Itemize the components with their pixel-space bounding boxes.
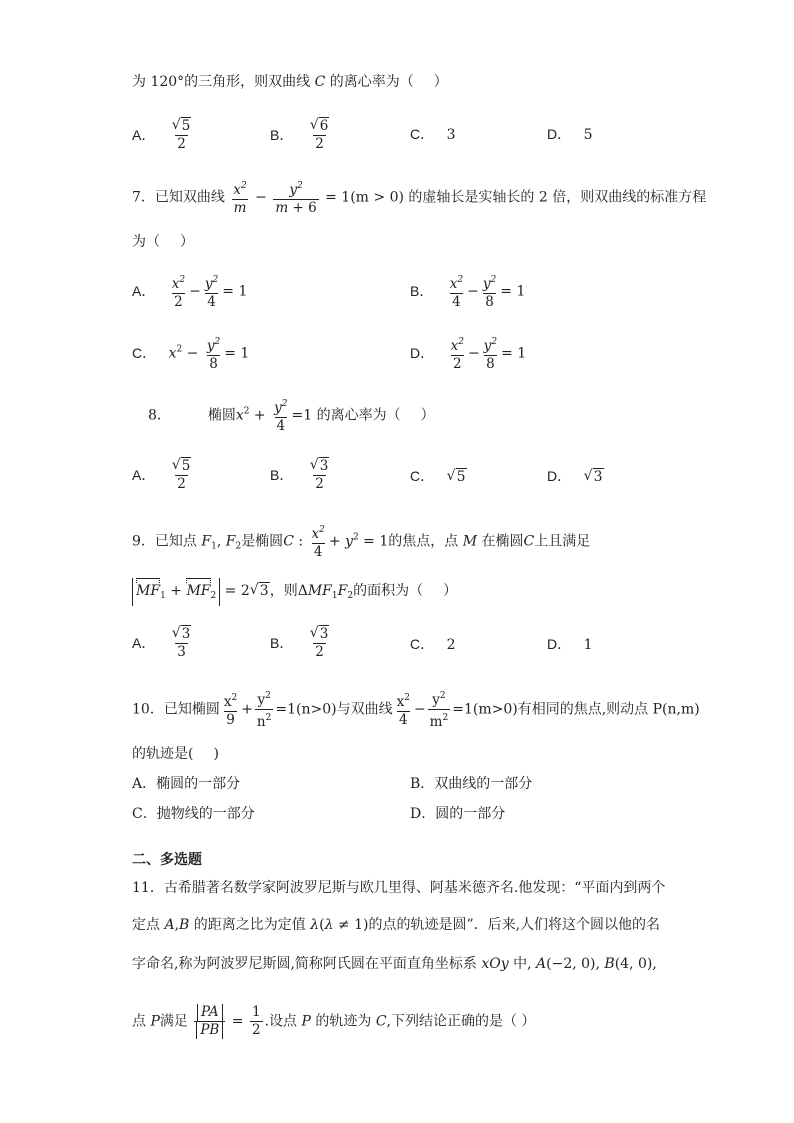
option-value: 3 (446, 127, 456, 143)
option-label: A． (132, 634, 156, 651)
option-label: A． (132, 282, 156, 299)
q10-text: =1(n>0)与双曲线 (275, 701, 393, 718)
fraction: $\frac{x^2}{9}$ (223, 693, 238, 728)
q6-option-d[interactable] (547, 124, 593, 145)
q6-text: 的离心率为（ (329, 74, 414, 90)
q11-text: .设点 (264, 1013, 298, 1030)
option-text: C．抛物线的一部分 (132, 806, 255, 822)
fraction: √ $\frac{3}{3}$ (170, 626, 194, 661)
q9-option-b[interactable] (270, 626, 333, 661)
q11-text: 的点的轨迹是圆”．后来,人们将这个圆以他的名 (368, 917, 661, 933)
vector-magnitude: $MF_1 + MF_2$ (132, 578, 220, 606)
fraction (308, 118, 332, 153)
q10-option-a[interactable] (132, 774, 240, 794)
option-label: B． (270, 466, 294, 483)
fraction: $\frac{x^2}{2}$ (171, 275, 186, 310)
section-title: 二、多选题 (132, 852, 202, 868)
q10-text: 的轨迹是( (132, 746, 194, 762)
q11-line2: 定点 A,B 的距离之比为定值 λ(λ ≠ 1)的点的轨迹是圆”．后来,人们将这个圆以他的名 (132, 917, 661, 933)
denominator: 2 (315, 136, 324, 152)
option-label: C． (410, 126, 435, 142)
radicand: 5 (181, 118, 191, 134)
q11-text: 定点 (132, 917, 160, 933)
q6-text: 为 120°的三角形，则双曲线 (132, 74, 311, 90)
option-text: D．圆的一部分 (410, 806, 506, 822)
question-number: 11． (132, 880, 164, 896)
q8-text: =1 的离心率为（ (291, 407, 401, 424)
q11-text: ,下列结论正确的是（ ） (386, 1013, 536, 1030)
q9-text: 的焦点，点 (388, 533, 459, 550)
fraction: $\frac{x^2}{m}$ (233, 181, 247, 216)
q9-text: ，则 (269, 583, 298, 599)
q7-text: 已知双曲线 (154, 189, 225, 206)
option-value: 1 (583, 637, 593, 653)
q11-text: 的轨迹为 (315, 1013, 372, 1030)
option-label: B． (270, 634, 294, 651)
fraction: √ $\frac{5}{2}$ (170, 458, 194, 493)
q10-option-c[interactable] (132, 804, 255, 824)
q11-text: 中, (513, 956, 532, 972)
q7-text: 为（ (132, 234, 160, 250)
q10-stem: 10．已知椭圆 $\frac{x^2}{9}$ + $\frac{y^2}{n^2}$ =1(n>0)与双曲线 $\frac{x^2}{4}$ − $\frac{y^2}{m^2}$ =1(m>0)有相同的焦点,则动点 P(n,m) (132, 688, 700, 731)
q10-stem-cont (132, 744, 219, 764)
fraction: $\frac{y^2}{m + 6}$ (275, 181, 317, 216)
fraction: $\frac{y^2}{m^2}$ (429, 691, 449, 730)
q9-text: 上且满足 (534, 533, 591, 550)
q10-text: 已知椭圆 (163, 701, 220, 718)
question-number: 10． (132, 701, 164, 718)
q7-option-d[interactable]: D． $\frac{x^2}{2}$ − $\frac{y^2}{8}$ = 1 (410, 334, 526, 373)
q8-text: 椭圆 (207, 407, 236, 424)
q8-option-c[interactable]: C． √ 5 (410, 466, 467, 487)
q7-text: ） (180, 234, 194, 250)
fraction: $\frac{1}{2}$ (251, 1004, 261, 1038)
q8-text: ） (420, 407, 435, 424)
q9-option-a[interactable] (132, 626, 195, 661)
q9-text: 在椭圆 (481, 533, 524, 550)
q6-option-c[interactable] (410, 124, 456, 145)
question-number: 9． (132, 533, 155, 550)
q9-stem: 9．已知点 $F_1$, $F_2$是椭圆C : $\frac{x^2}{4}$ + $y^2 = 1$的焦点，点 M 在椭圆C上且满足 (132, 522, 590, 561)
var-c: C (314, 74, 326, 90)
option-label: B． (410, 282, 434, 299)
q7-option-c[interactable]: C． $x^2$ − $\frac{y^2}{8}$ = 1 (132, 334, 249, 373)
option-text: B．双曲线的一部分 (410, 776, 533, 792)
fraction: $\frac{y^2}{8}$ (206, 337, 221, 372)
q8-option-b[interactable] (270, 458, 333, 493)
fraction: $\frac{x^2}{4}$ (311, 525, 325, 560)
option-label: C． (410, 636, 435, 652)
fraction: $\frac{y^2}{8}$ (482, 275, 497, 310)
option-label: D． (547, 126, 572, 142)
q11-text: 满足 (159, 1013, 188, 1030)
fraction: $\frac{PA}{PB}$ (194, 1004, 225, 1039)
q8-option-d[interactable]: D． √ 3 (547, 466, 604, 487)
option-value: 2 (446, 637, 456, 653)
q9-text: 已知点 (154, 533, 197, 550)
q7-option-b[interactable]: B． $\frac{x^2}{4}$ − $\frac{y^2}{8}$ = 1 (410, 272, 525, 311)
q10-text: =1(m>0)有相同的焦点,则动点 P(n,m) (452, 701, 700, 718)
q7-stem: 7．已知双曲线 $\frac{x^2}{m}$ − $\frac{y^2}{m + 6}$ = 1(m > 0) 的虚轴长是实轴长的 2 倍，则双曲线的标准方程 (132, 178, 706, 217)
fraction: √ $\frac{3}{2}$ (308, 458, 332, 493)
q10-text: ) (213, 746, 219, 762)
fraction: $\frac{x^2}{4}$ (449, 275, 464, 310)
option-label: A． (132, 126, 156, 143)
fraction: $\frac{y^2}{8}$ (483, 337, 498, 372)
q11-line4: 点 P满足 $\frac{PA}{PB}$ = $\frac{1}{2}$ .设点 P 的轨迹为 C,下列结论正确的是（ ） (132, 1004, 536, 1038)
fraction (170, 118, 194, 153)
q6-stem-tail (132, 72, 448, 92)
option-label: D． (547, 636, 572, 652)
radicand: 6 (319, 118, 329, 134)
q11-line3: 字命名,称为阿波罗尼斯圆,简称阿氏圆在平面直角坐标系 xOy 中, A(−2, 0), B(4, 0), (132, 956, 657, 972)
q10-option-d[interactable] (410, 804, 505, 824)
q6-option-b[interactable] (270, 118, 333, 153)
q6-option-a[interactable] (132, 118, 195, 153)
q7-text: 的虚轴长是实轴长的 2 倍，则双曲线的标准方程 (408, 189, 707, 206)
question-number: 7． (132, 189, 155, 206)
q7-equation: = 1(m > 0) (325, 189, 404, 206)
q7-stem-cont (132, 232, 194, 252)
q6-text: ） (433, 74, 448, 90)
q11-text: 的距离之比为定值 (193, 917, 306, 933)
q9-option-c[interactable] (410, 634, 456, 655)
fraction: $\frac{y^2}{4}$ (204, 275, 219, 310)
q9-text: ） (443, 583, 458, 599)
q11-text: 点 (132, 1013, 146, 1030)
q11-line1 (132, 878, 665, 898)
option-label: B． (270, 126, 294, 143)
q9-stem-cont: $MF_1 + MF_2 = 2√$ 3，则$\Delta MF_1F_2$的面积为（ ） (132, 578, 457, 606)
q7-option-a[interactable]: A． $\frac{x^2}{2}$ − $\frac{y^2}{4}$ = 1 (132, 272, 247, 311)
q9-option-d[interactable] (547, 634, 593, 655)
option-label: D． (547, 468, 572, 484)
option-value: 5 (583, 127, 593, 143)
fraction: $\frac{x^2}{4}$ (396, 693, 410, 728)
fraction: $\frac{y^2}{n^2}$ (256, 691, 272, 730)
fraction: √ $\frac{3}{2}$ (308, 626, 332, 661)
option-label: A． (132, 466, 156, 483)
question-number: 8． (148, 407, 171, 424)
q8-stem: 8． 椭圆$x^2$ + $\frac{y^2}{4}$ =1 的离心率为（ ） (148, 396, 435, 435)
option-label: C． (132, 344, 157, 361)
fraction: $\frac{x^2}{2}$ (450, 337, 464, 372)
q8-option-a[interactable] (132, 458, 195, 493)
option-label: D． (410, 344, 435, 361)
q11-text: 古希腊著名数学家阿波罗尼斯与欧几里得、阿基米德齐名.他发现：“平面内到两个 (163, 880, 666, 896)
denominator: 2 (177, 136, 186, 152)
q9-text: 的面积为（ (353, 583, 424, 599)
option-text: A．椭圆的一部分 (132, 776, 241, 792)
fraction: $\frac{y^2}{4}$ (274, 399, 288, 434)
q10-option-b[interactable] (410, 774, 532, 794)
q11-text: 字命名,称为阿波罗尼斯圆,简称阿氏圆在平面直角坐标系 (132, 956, 477, 972)
q9-text: 是椭圆 (241, 533, 284, 550)
option-label: C． (410, 468, 435, 484)
